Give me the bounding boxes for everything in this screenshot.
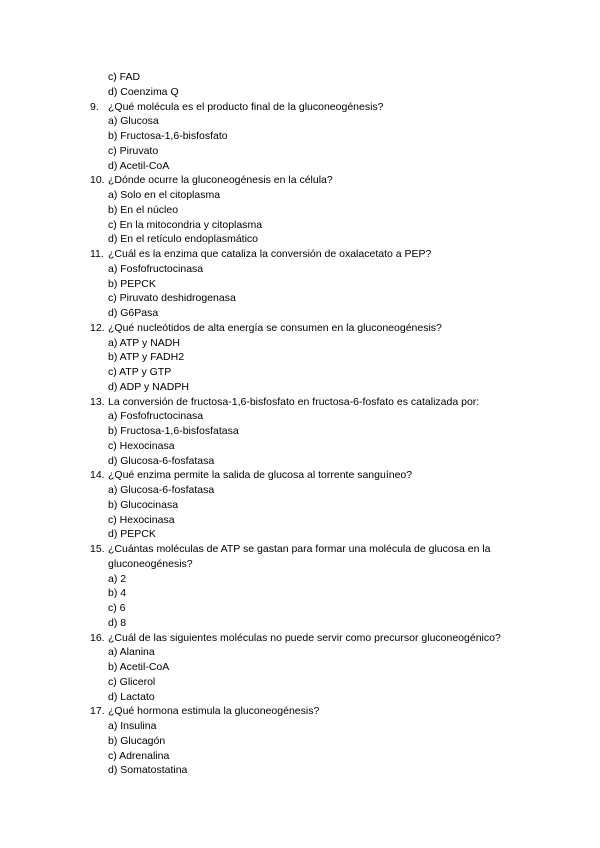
answer-option: c) Adrenalina xyxy=(108,749,170,762)
answer-option: c) Glicerol xyxy=(108,675,156,688)
question-text: ¿Qué hormona estimula la gluconeogénesis? xyxy=(108,705,320,718)
answer-option: a) Fosfofructocinasa xyxy=(108,262,204,275)
answer-option: c) Hexocinasa xyxy=(108,513,175,526)
question-number: 14. xyxy=(90,469,105,482)
answer-option: d) En el retículo endoplasmático xyxy=(108,233,258,246)
question-number: 11. xyxy=(90,248,104,260)
answer-option: a) ATP y NADH xyxy=(108,336,180,349)
answer-option: c) Hexocinasa xyxy=(108,439,175,452)
answer-option: a) Insulina xyxy=(108,720,157,732)
answer-option: b) En el núcleo xyxy=(108,203,179,216)
question-number: 12. xyxy=(90,321,105,334)
question-text: ¿Cuál es la enzima que cataliza la conversión de oxalacetato a PEP? xyxy=(108,248,432,260)
answer-option: d) Lactato xyxy=(108,690,155,703)
answer-option: d) G6Pasa xyxy=(108,307,159,319)
question xyxy=(90,100,550,115)
answer-option: d) Coenzima Q xyxy=(108,85,179,98)
question xyxy=(90,704,550,719)
answer-option: a) Solo en el citoplasma xyxy=(108,189,221,201)
question-list xyxy=(90,70,550,778)
question-text: La conversión de fructosa-1,6-bisfosfato en fructosa-6-fosfato es catalizada por: xyxy=(108,395,480,408)
question xyxy=(90,321,550,336)
answer-option: b) Glucagón xyxy=(108,734,166,747)
question-text: ¿Dónde ocurre la gluconeogénesis en la célula? xyxy=(108,174,333,187)
answer-option: d) ADP y NADPH xyxy=(108,380,189,393)
question-number: 13. xyxy=(90,395,105,408)
answer-option: a) Alanina xyxy=(108,646,155,659)
answer-option: b) Glucocinasa xyxy=(108,498,179,511)
question-text: ¿Cuántas moléculas de ATP se gastan para formar una molécula de glucosa en la gluconeogénesis? xyxy=(108,543,491,570)
question-number: 16. xyxy=(90,631,105,644)
answer-option: b) Fructosa-1,6-bisfosfato xyxy=(108,130,228,142)
question-number: 10. xyxy=(90,174,105,187)
question-text: ¿Qué molécula es el producto final de la gluconeogénesis? xyxy=(108,100,384,113)
question-number: 15. xyxy=(90,543,105,555)
answer-option: b) Fructosa-1,6-bisfosfatasa xyxy=(108,425,239,437)
answer-option: c) Piruvato deshidrogenasa xyxy=(108,292,236,305)
answer-option: a) Fosfofructocinasa xyxy=(108,410,204,423)
answer-option: d) 8 xyxy=(108,616,127,629)
answer-option: b) 4 xyxy=(108,587,127,600)
answer-option: d) Somatostatina xyxy=(108,764,188,777)
answer-option: a) 2 xyxy=(108,572,127,585)
answer-option: c) En la mitocondria y citoplasma xyxy=(108,218,263,231)
question-text: ¿Qué nucleótidos de alta energía se consumen en la gluconeogénesis? xyxy=(108,321,442,334)
question-text: ¿Qué enzima permite la salida de glucosa al torrente sanguíneo? xyxy=(108,469,413,482)
question xyxy=(90,631,550,646)
answer-option: b) ATP y FADH2 xyxy=(108,351,185,364)
question-number: 9. xyxy=(90,100,99,113)
question-text: ¿Cuál de las siguientes moléculas no puede servir como precursor gluconeogénico? xyxy=(108,631,501,644)
question-number: 17. xyxy=(90,705,105,718)
answer-option: c) ATP y GTP xyxy=(108,366,172,378)
question xyxy=(90,247,550,262)
answer-option: a) Glucosa xyxy=(108,115,159,128)
question xyxy=(90,395,550,410)
answer-option: d) Acetil-CoA xyxy=(108,159,170,172)
answer-option: c) 6 xyxy=(108,602,126,614)
question xyxy=(90,468,550,483)
answer-option: b) Acetil-CoA xyxy=(108,661,170,673)
answer-option: c) Piruvato xyxy=(108,144,159,157)
question xyxy=(90,173,550,188)
answer-option: c) FAD xyxy=(108,71,141,83)
question xyxy=(90,542,550,572)
answer-option: d) PEPCK xyxy=(108,528,156,541)
answer-option: b) PEPCK xyxy=(108,277,156,290)
answer-option: a) Glucosa-6-fosfatasa xyxy=(108,484,215,496)
answer-option: d) Glucosa-6-fosfatasa xyxy=(108,454,215,467)
